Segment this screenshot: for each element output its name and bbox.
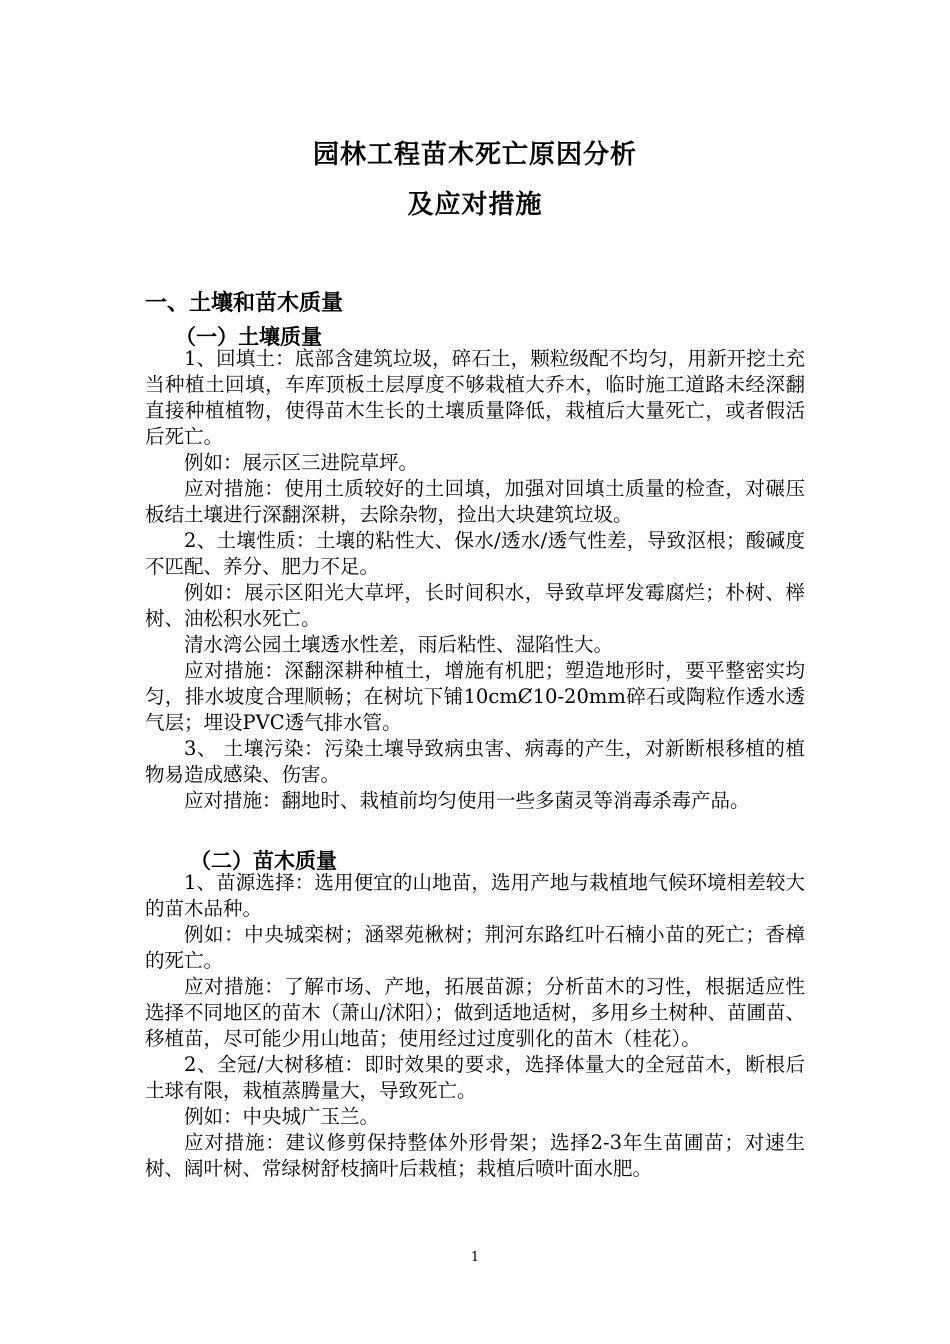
- paragraph: 例如：展示区三进院草坪。: [184, 451, 419, 474]
- section-heading-1: 一、土壤和苗木质量: [145, 291, 344, 316]
- subsection-heading-seedling: （二）苗木质量: [190, 849, 337, 873]
- paragraph: 2、土壤性质：土壤的粘性大、保水/透水/透气性差，导致沤根；酸碱度不匹配、养分、肥力不足。: [145, 529, 805, 578]
- paragraph: 应对措施：深翻深耕种植土，增施有机肥；塑造地形时，要平整密实均匀，排水坡度合理顺畅；在树坑下铺10cmȻ10-20mm碎石或陶粒作透水透气层；埋设PVC透气排水管。: [145, 659, 805, 734]
- paragraph: 应对措施：了解市场、产地，拓展苗源；分析苗木的习性，根据适应性选择不同地区的苗木（萧山/沭阳）；做到适地适树，多用乡土树种、苗圃苗、移植苗，尽可能少用山地苗；使用经过过度驯化的苗木（桂花）。: [145, 975, 805, 1050]
- soil-quality-body: [145, 346, 805, 814]
- paragraph: 1、回填土：底部含建筑垃圾，碎石土，颗粒级配不均匀，用新开挖土充当种植土回填，车库顶板土层厚度不够栽植大乔木，临时施工道路未经深翻直接种植植物，使得苗木生长的土壤质量降低，栽植后大量死亡，或者假活后死亡。: [145, 347, 805, 448]
- paragraph: 例如：中央城栾树；涵翠苑楸树；荆河东路红叶石楠小苗的死亡；香樟的死亡。: [145, 923, 805, 972]
- document-title-line2: 及应对措施: [407, 190, 543, 220]
- paragraph: 应对措施：翻地时、栽植前均匀使用一些多菌灵等消毒杀毒产品。: [184, 789, 750, 812]
- paragraph: 3、 土壤污染：污染土壤导致病虫害、病毒的产生，对新断根移植的植物易造成感染、伤害。: [145, 737, 805, 786]
- paragraph: 应对措施：建议修剪保持整体外形骨架；选择2-3年生苗圃苗；对速生树、阔叶树、常绿树舒枝摘叶后栽植；栽植后喷叶面水肥。: [145, 1131, 805, 1180]
- paragraph: 应对措施：使用土质较好的土回填，加强对回填土质量的检查，对碾压板结土壤进行深翻深耕，去除杂物，捡出大块建筑垃圾。: [145, 477, 805, 526]
- paragraph: 清水湾公园土壤透水性差，雨后粘性、湿陷性大。: [184, 633, 614, 656]
- paragraph: 例如：展示区阳光大草坪，长时间积水，导致草坪发霉腐烂；朴树、榉树、油松积水死亡。: [145, 581, 805, 630]
- document-title-line1: 园林工程苗木死亡原因分析: [312, 140, 637, 170]
- page-number: 1: [470, 1250, 480, 1265]
- paragraph: 例如：中央城广玉兰。: [184, 1105, 380, 1128]
- seedling-quality-body: [145, 870, 805, 1182]
- subsection-heading-soil: （一）土壤质量: [175, 325, 322, 349]
- paragraph: 2、全冠/大树移植：即时效果的要求，选择体量大的全冠苗木，断根后土球有限，栽植蒸腾量大，导致死亡。: [145, 1053, 805, 1102]
- paragraph: 1、苗源选择：选用便宜的山地苗，选用产地与栽植地气候环境相差较大的苗木品种。: [145, 871, 805, 920]
